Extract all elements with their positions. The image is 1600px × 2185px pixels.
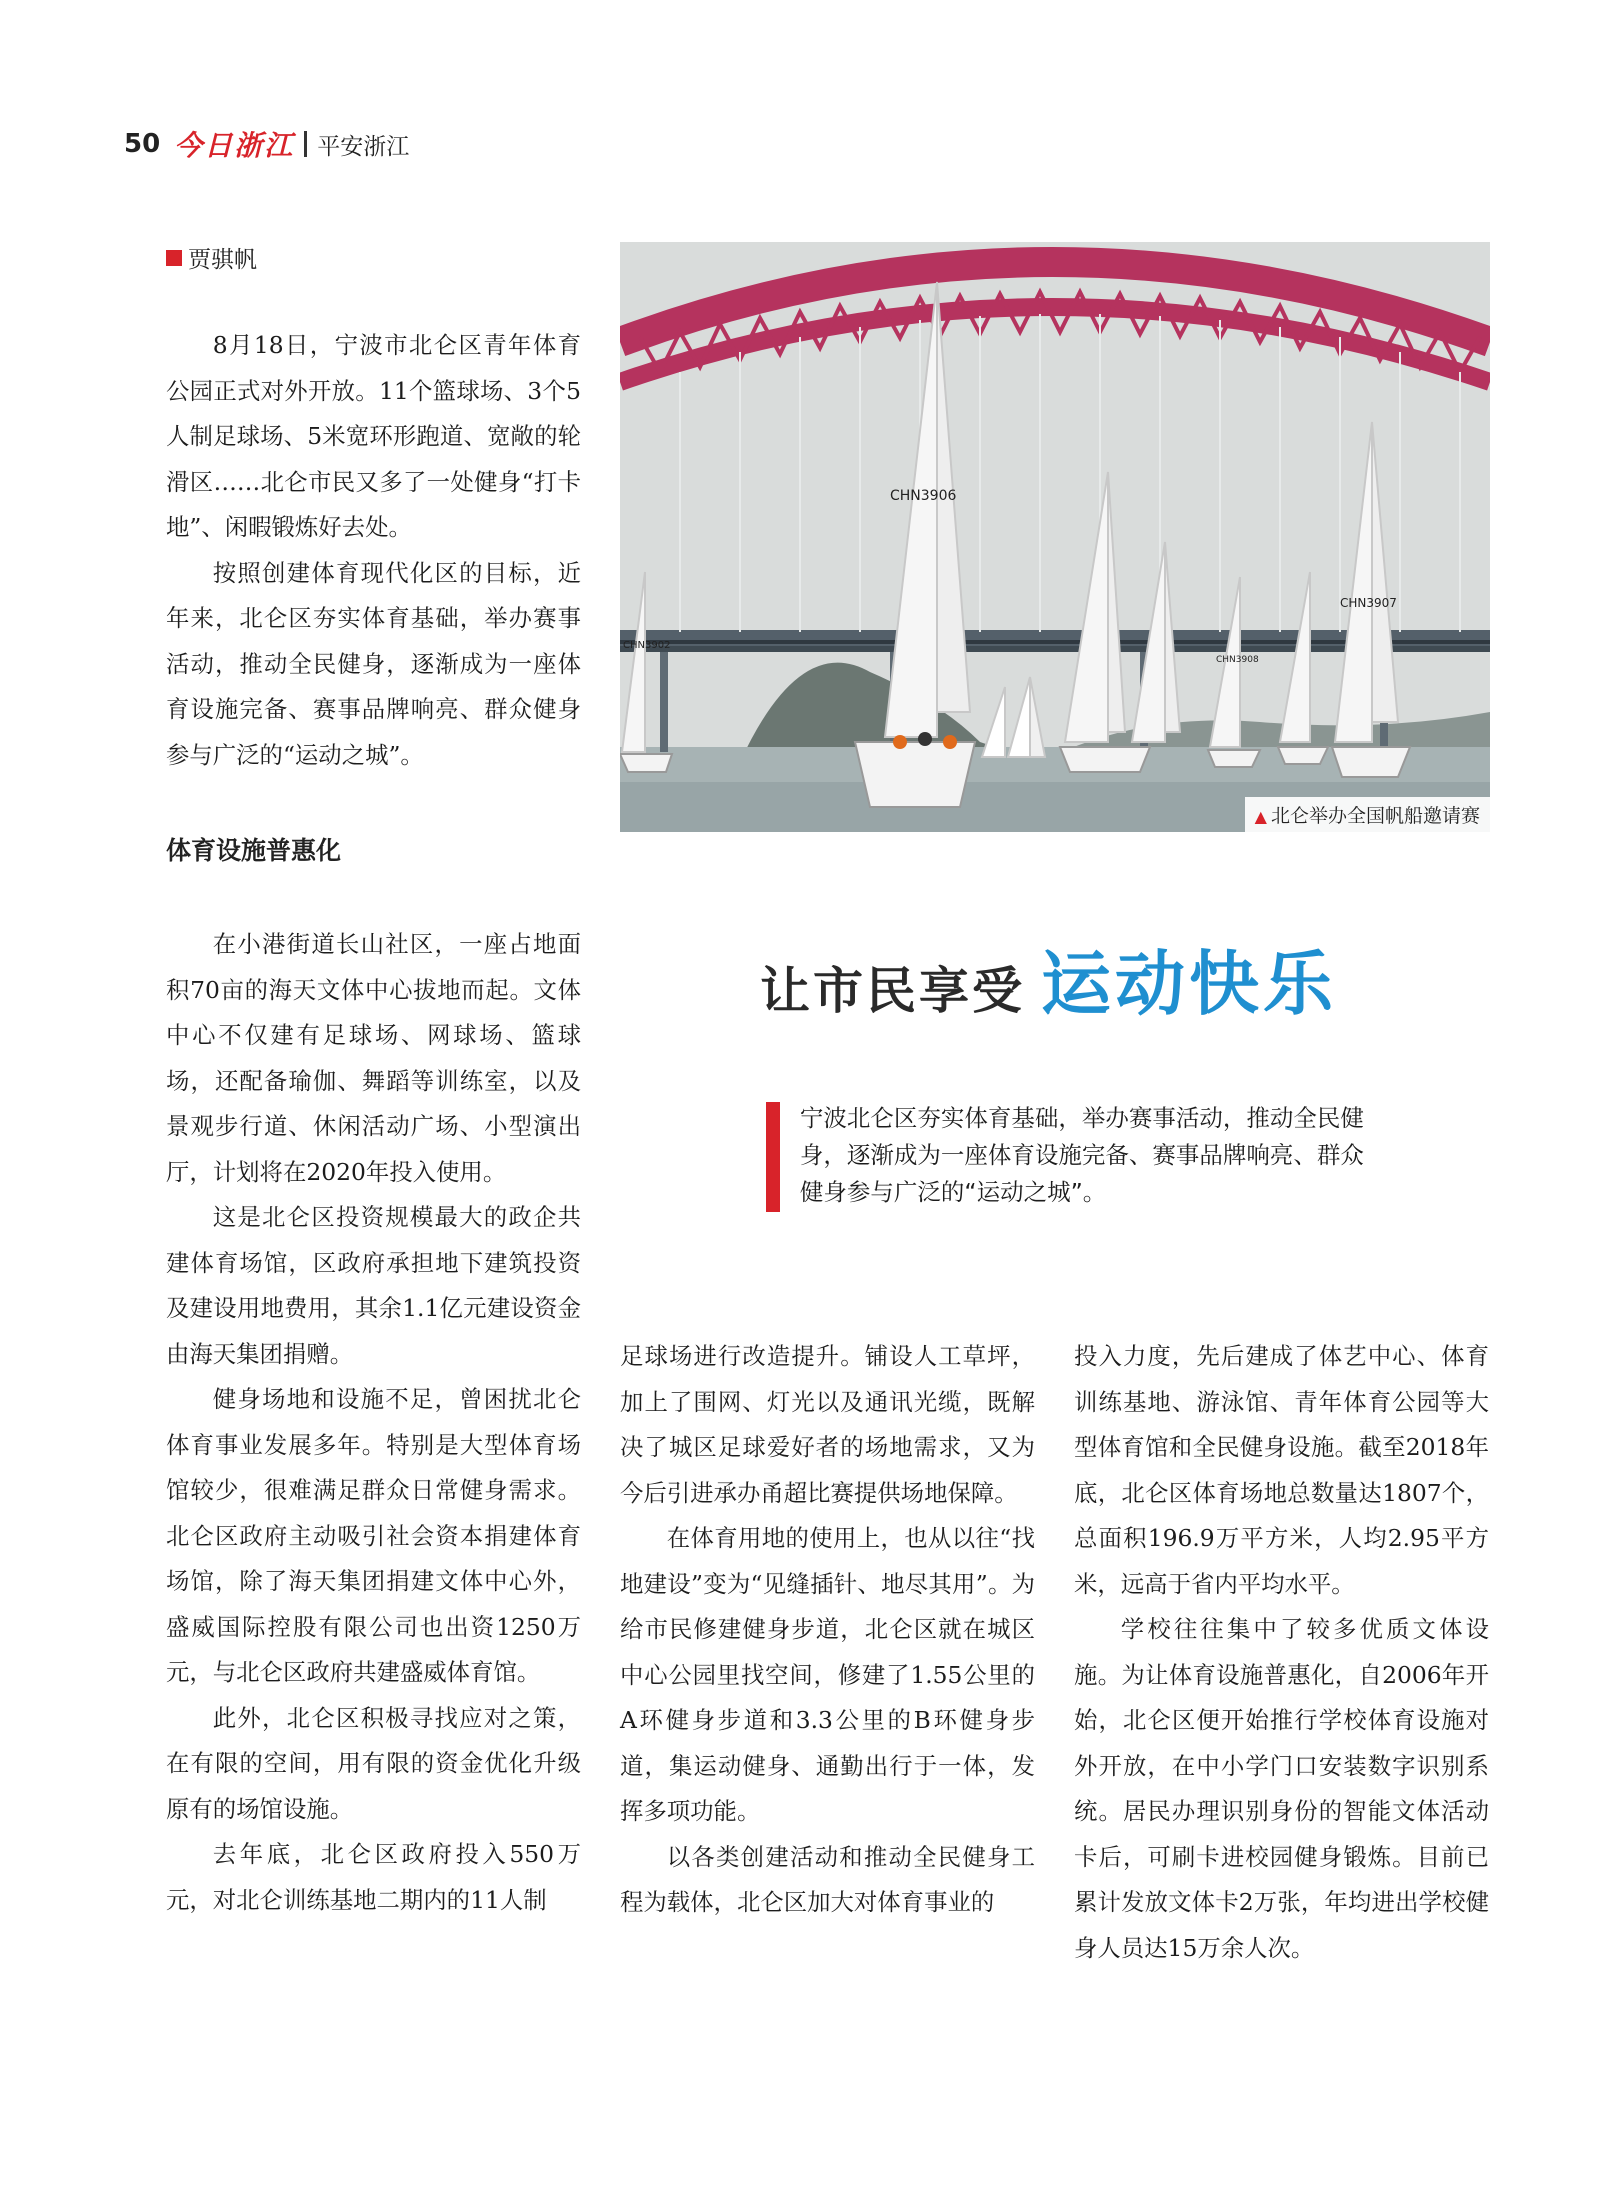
body-paragraph: 健身场地和设施不足，曾困扰北仑体育事业发展多年。特别是大型体育场馆较少，很难满足群众日常健身需求。北仑区政府主动吸引社会资本捐建体育场馆，除了海天集团捐建文体中心外，盛威国际控股有限公司也出资1250万元，与北仑区政府共建盛威体育馆。 — [166, 1385, 581, 1686]
body-column-3 — [1074, 1334, 1489, 1971]
summary-text: 宁波北仑区夯实体育基础，举办赛事活动，推动全民健身，逐渐成为一座体育设施完备、赛事品牌响亮、群众健身参与广泛的“运动之城”。 — [799, 1104, 1364, 1206]
header-divider — [304, 131, 307, 157]
body-column-1 — [166, 922, 581, 1923]
page-number: 50 — [124, 129, 161, 159]
body-paragraph: 去年底，北仑区政府投入550万元，对北仑训练基地二期内的11人制 — [166, 1840, 581, 1914]
section-subhead: 体育设施普惠化 — [166, 836, 342, 865]
body-paragraph: 足球场进行改造提升。铺设人工草坪，加上了围网、灯光以及通讯光缆，既解决了城区足球爱好者的场地需求，又为今后引进承办甬超比赛提供场地保障。 — [620, 1342, 1035, 1507]
sail-number: CHN3907 — [1340, 596, 1397, 610]
intro-column — [166, 323, 581, 778]
intro-paragraph: 8月18日，宁波市北仑区青年体育公园正式对外开放。11个篮球场、3个5人制足球场、5米宽环形跑道、宽敞的轮滑区……北仑市民又多了一处健身“打卡地”、闲暇锻炼好去处。 — [166, 331, 581, 541]
sail-number: CHN3902 — [623, 640, 671, 651]
magazine-logo: 今日浙江 — [174, 129, 295, 162]
body-paragraph: 投入力度，先后建成了体艺中心、体育训练基地、游泳馆、青年体育公园等大型体育馆和全民健身设施。截至2018年底，北仑区体育场地总数量达1807个，总面积196.9万平方米，人均2.95平方米，远高于省内平均水平。 — [1074, 1342, 1489, 1598]
summary-accent-bar — [766, 1102, 780, 1212]
sail-number: CHN3908 — [1216, 655, 1259, 665]
body-column-2 — [620, 1334, 1035, 1926]
caption-text: 北仑举办全国帆船邀请赛 — [1270, 805, 1480, 827]
body-paragraph: 这是北仑区投资规模最大的政企共建体育场馆，区政府承担地下建筑投资及建设用地费用，其余1.1亿元建设资金由海天集团捐赠。 — [166, 1203, 581, 1368]
photo-illustration — [620, 242, 1490, 832]
page-header — [124, 124, 409, 164]
body-paragraph: 在体育用地的使用上，也从以往“找地建设”变为“见缝插针、地尽其用”。为给市民修建健身步道，北仑区就在城区中心公园里找空间，修建了1.55公里的A环健身步道和3.3公里的B环健身步道，集运动健身、通勤出行于一体，发挥多项功能。 — [620, 1524, 1035, 1825]
article-title — [760, 928, 1337, 1029]
section-name: 平安浙江 — [317, 133, 410, 160]
author-name: 贾骐帆 — [188, 247, 257, 273]
triangle-marker-icon: ▲ — [1254, 807, 1267, 826]
author-byline — [166, 241, 257, 274]
article-summary — [766, 1100, 1366, 1212]
body-paragraph: 在小港街道长山社区，一座占地面积70亩的海天文体中心拔地而起。文体中心不仅建有足球场、网球场、篮球场，还配备瑜伽、舞蹈等训练室，以及景观步行道、休闲活动广场、小型演出厅，计划将在2020年投入使用。 — [166, 930, 581, 1186]
body-paragraph: 以各类创建活动和推动全民健身工程为载体，北仑区加大对体育事业的 — [620, 1842, 1035, 1916]
sail-number: CHN3906 — [890, 488, 957, 504]
body-paragraph: 此外，北仑区积极寻找应对之策，在有限的空间，用有限的资金优化升级原有的场馆设施。 — [166, 1703, 581, 1823]
intro-paragraph: 按照创建体育现代化区的目标，近年来，北仑区夯实体育基础，举办赛事活动，推动全民健身，逐渐成为一座体育设施完备、赛事品牌响亮、群众健身参与广泛的“运动之城”。 — [166, 558, 581, 769]
byline-marker-icon — [166, 250, 182, 266]
title-part-1: 让市民享受 — [760, 961, 1025, 1020]
photo-caption — [1245, 797, 1490, 832]
sailing-photo — [620, 242, 1490, 832]
body-paragraph: 学校往往集中了较多优质文体设施。为让体育设施普惠化，自2006年开始，北仑区便开始推行学校体育设施对外开放，在中小学门口安装数字识别系统。居民办理识别身份的智能文体活动卡后，可刷卡进校园健身锻炼。目前已累计发放文体卡2万张，年均进出学校健身人员达15万余人次。 — [1074, 1615, 1489, 1962]
title-part-2: 运动快乐 — [1041, 943, 1337, 1025]
